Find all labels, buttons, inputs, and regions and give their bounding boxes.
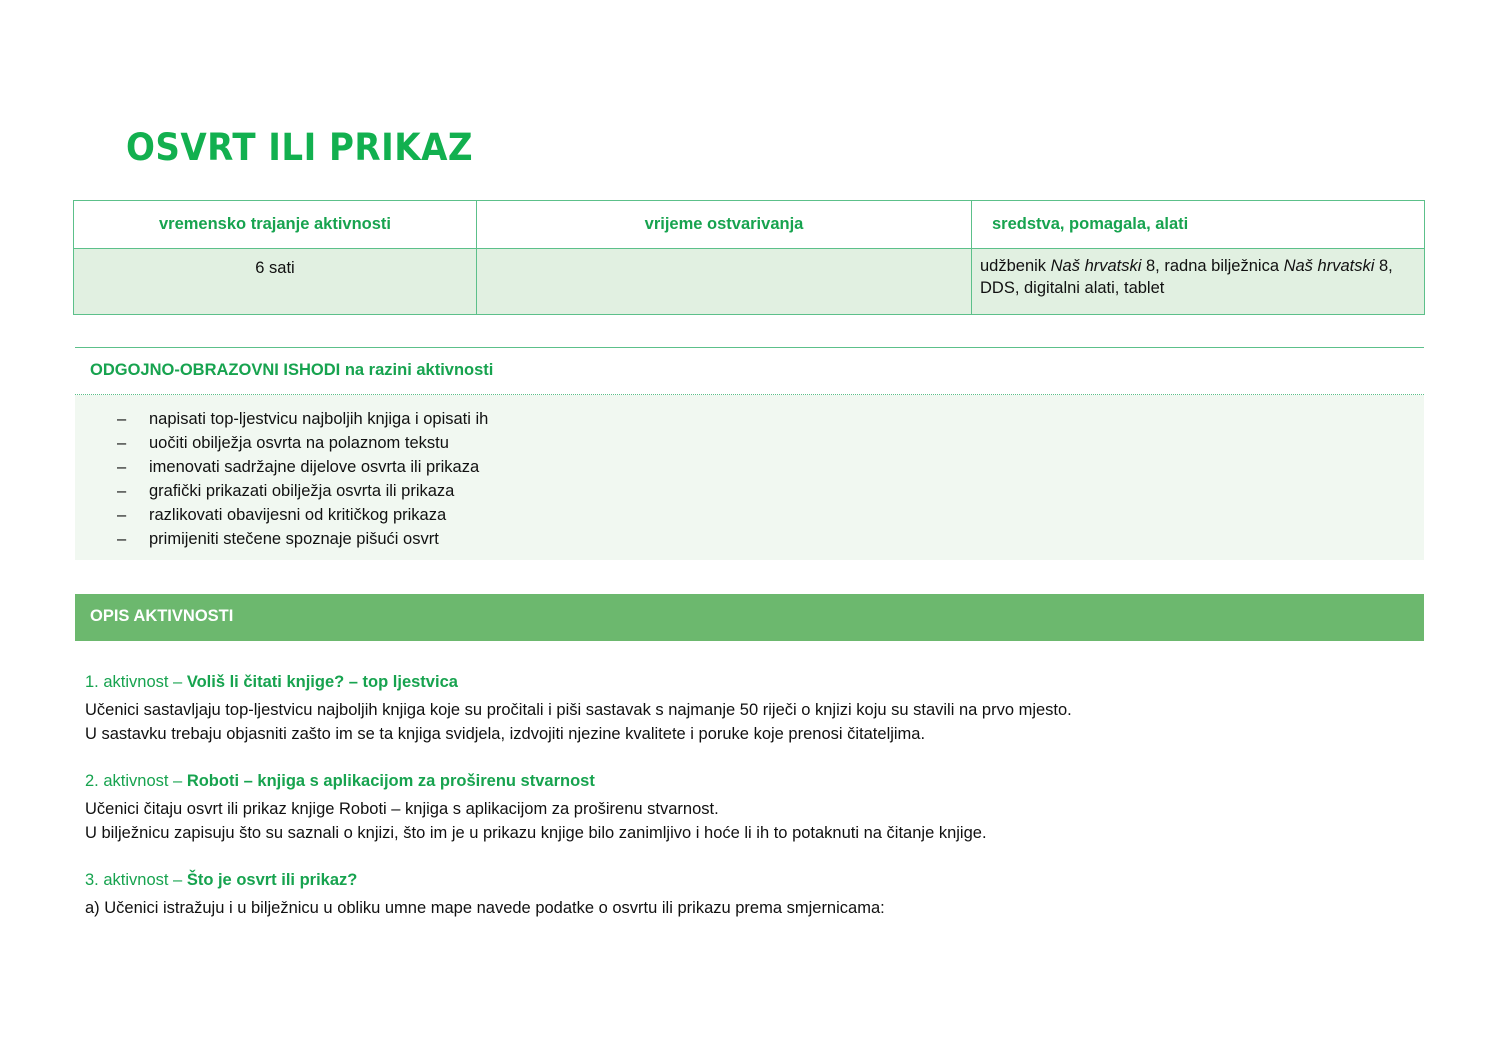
activity-text: U sastavku trebaju objasniti zašto im se ta knjiga svidjela, izdvojiti njezine kvalitete i poruke koje prenosi čitateljima. (85, 725, 926, 743)
dash-bullet-icon: – (117, 530, 127, 548)
dash-bullet-icon: – (117, 506, 127, 524)
list-item (75, 455, 1424, 479)
outcomes-list (75, 395, 1424, 551)
duration-cell: 6 sati (74, 249, 477, 315)
activity-title: Voliš li čitati knjige? – top ljestvica (186, 673, 458, 691)
tools-cell (972, 249, 1425, 315)
tools-text: 8, DDS, digitalni alati, tablet (980, 257, 1393, 297)
table-header-row (74, 201, 1425, 249)
activity-title: Roboti – knjiga s aplikacijom za proširenu stvarnost (186, 772, 595, 790)
tools-text: 8, radna bilježnica (1141, 257, 1284, 275)
outcomes-list-panel (75, 395, 1424, 560)
activity-label: 2. aktivnost – (85, 772, 187, 790)
dash-bullet-icon: – (117, 410, 127, 428)
activity-label: 1. aktivnost – (85, 673, 187, 691)
table-row (74, 249, 1425, 315)
outcome-text: napisati top-ljestvicu najboljih knjiga i opisati ih (149, 410, 489, 428)
list-item (75, 479, 1424, 503)
page-title: OSVRT ILI PRIKAZ (126, 126, 474, 169)
activity-title: Što je osvrt ili prikaz? (186, 871, 358, 889)
activity-3 (85, 868, 885, 920)
list-item (75, 503, 1424, 527)
outcomes-heading: ODGOJNO-OBRAZOVNI ISHODI na razini aktivnosti (90, 361, 494, 379)
activities-section-bar (75, 594, 1424, 641)
activity-label: 3. aktivnost – (85, 871, 187, 889)
activity-info-table (73, 200, 1425, 315)
header-tools: sredstva, pomagala, alati (972, 201, 1425, 249)
time-cell (477, 249, 972, 315)
activity-text: U bilježnicu zapisuju što su saznali o knjizi, što im je u prikazu knjige bilo zanimljivo i hoće li ih to potaknuti na čitanje knjige. (85, 824, 987, 842)
activity-heading (85, 670, 1072, 698)
activity-text: a) Učenici istražuju i u bilježnicu u obliku umne mape navede podatke o osvrtu ili prikazu prema smjernicama: (85, 899, 885, 917)
outcome-text: imenovati sadržajne dijelove osvrta ili prikaza (149, 458, 480, 476)
header-time: vrijeme ostvarivanja (477, 201, 972, 249)
outcome-text: primijeniti stečene spoznaje pišući osvrt (149, 530, 439, 548)
activity-heading (85, 868, 885, 896)
dash-bullet-icon: – (117, 482, 127, 500)
outcome-text: grafički prikazati obilježja osvrta ili prikaza (149, 482, 455, 500)
outcome-text: uočiti obilježja osvrta na polaznom tekstu (149, 434, 449, 452)
activity-1 (85, 670, 1072, 746)
outcome-text: razlikovati obavijesni od kritičkog prikaza (149, 506, 447, 524)
book-title: Naš hrvatski (1050, 257, 1142, 275)
tools-text: udžbenik (980, 257, 1051, 275)
list-item (75, 431, 1424, 455)
activity-text: Učenici sastavljaju top-ljestvicu najboljih knjiga koje su pročitali i piši sastavak s najmanje 50 riječi o knjizi koju su stavili na prvo mjesto. (85, 701, 1072, 719)
activities-heading: OPIS AKTIVNOSTI (90, 607, 234, 625)
dash-bullet-icon: – (117, 458, 127, 476)
dash-bullet-icon: – (117, 434, 127, 452)
book-title: Naš hrvatski (1283, 257, 1375, 275)
header-duration: vremensko trajanje aktivnosti (74, 201, 477, 249)
list-item (75, 407, 1424, 431)
activity-text: Učenici čitaju osvrt ili prikaz knjige Roboti – knjiga s aplikacijom za proširenu stvarnost. (85, 800, 719, 818)
activity-heading (85, 769, 987, 797)
outcomes-heading-row (75, 347, 1424, 395)
activity-2 (85, 769, 987, 845)
list-item (75, 527, 1424, 551)
